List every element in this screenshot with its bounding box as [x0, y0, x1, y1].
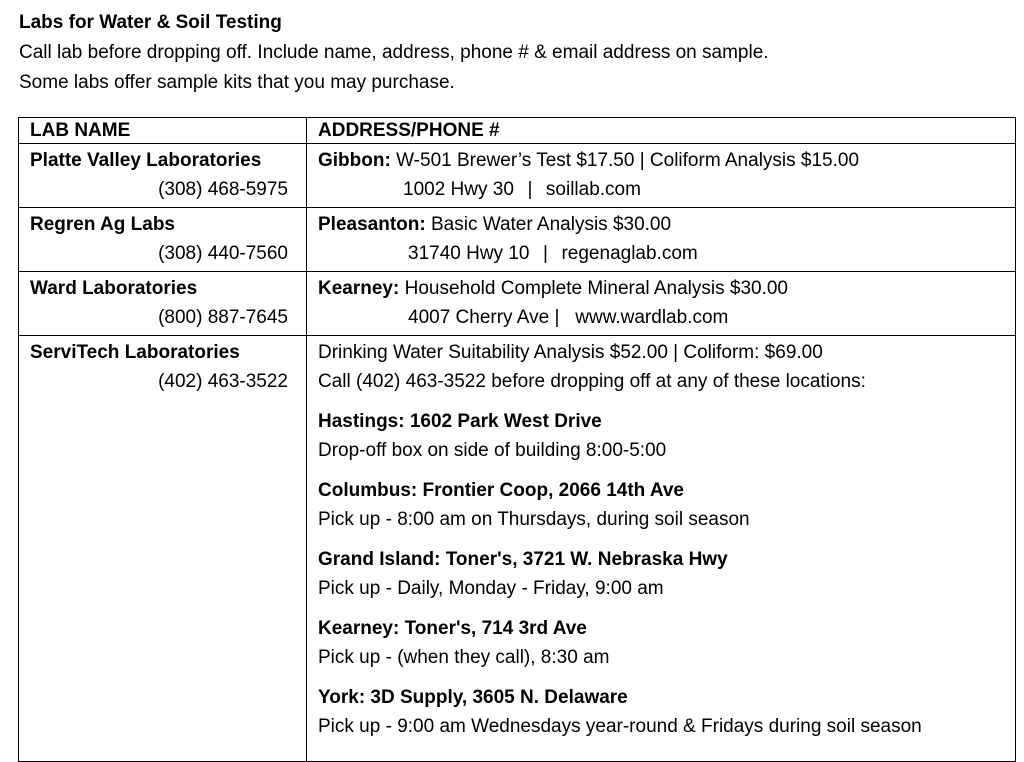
table-row — [19, 272, 1016, 336]
document-title: Labs for Water & Soil Testing — [19, 12, 282, 33]
lab-name-cell — [19, 336, 307, 762]
lab-tests: Drinking Water Suitability Analysis $52.00 | Coliform: $69.00 — [318, 342, 823, 364]
lab-tests: Household Complete Mineral Analysis $30.00 — [404, 278, 788, 300]
lab-address-cell — [307, 272, 1016, 336]
lab-website: soillab.com — [545, 179, 641, 201]
lab-name-cell — [19, 208, 307, 272]
intro-line-1: Call lab before dropping off. Include name, address, phone # & email address on sample. — [19, 42, 769, 63]
lab-name: Ward Laboratories — [30, 278, 198, 300]
labs-table — [18, 117, 1016, 762]
lab-phone: (800) 887-7645 — [158, 307, 288, 329]
location-item — [318, 476, 1005, 534]
lab-city: Pleasanton: — [318, 214, 426, 236]
lab-city: Kearney: — [318, 278, 400, 300]
location-detail: Pick up - (when they call), 8:30 am — [318, 647, 610, 669]
location-item — [318, 545, 1005, 603]
intro-block — [19, 8, 769, 98]
lab-address-cell — [307, 144, 1016, 208]
table-header-row — [19, 118, 1016, 144]
lab-address: 4007 Cherry Ave | — [408, 307, 560, 329]
lab-tests: W-501 Brewer’s Test $17.50 | Coliform Analysis $15.00 — [396, 150, 860, 172]
lab-name: Regren Ag Labs — [30, 214, 175, 236]
lab-name-cell — [19, 272, 307, 336]
location-item — [318, 407, 1005, 465]
header-address-phone: ADDRESS/PHONE # — [307, 118, 1016, 144]
location-title: Hastings: 1602 Park West Drive — [318, 411, 602, 433]
location-item — [318, 614, 1005, 672]
intro-line-2: Some labs offer sample kits that you may purchase. — [19, 72, 455, 93]
lab-website: regenaglab.com — [561, 243, 698, 265]
location-detail: Pick up - 8:00 am on Thursdays, during soil season — [318, 509, 750, 531]
location-title: Grand Island: Toner's, 3721 W. Nebraska Hwy — [318, 549, 728, 571]
call-note: Call (402) 463-3522 before dropping off at any of these locations: — [318, 371, 866, 393]
lab-website: www.wardlab.com — [575, 307, 729, 329]
table-row — [19, 208, 1016, 272]
lab-tests: Basic Water Analysis $30.00 — [430, 214, 672, 236]
lab-phone: (402) 463-3522 — [158, 371, 288, 393]
lab-address: 1002 Hwy 30 — [403, 179, 514, 201]
location-title: Columbus: Frontier Coop, 2066 14th Ave — [318, 480, 684, 502]
header-lab-name: LAB NAME — [19, 118, 307, 144]
location-title: York: 3D Supply, 3605 N. Delaware — [318, 687, 628, 709]
location-detail: Pick up - 9:00 am Wednesdays year-round & Fridays during soil season — [318, 716, 922, 738]
location-title: Kearney: Toner's, 714 3rd Ave — [318, 618, 587, 640]
lab-phone: (308) 440-7560 — [158, 243, 288, 265]
separator: | — [543, 243, 548, 265]
lab-name: Platte Valley Laboratories — [30, 150, 262, 172]
separator: | — [527, 179, 533, 201]
lab-phone: (308) 468-5975 — [158, 179, 288, 201]
location-item — [318, 683, 1005, 741]
lab-city: Gibbon: — [318, 150, 391, 172]
table-row — [19, 144, 1016, 208]
location-detail: Pick up - Daily, Monday - Friday, 9:00 am — [318, 578, 664, 600]
lab-name-cell — [19, 144, 307, 208]
lab-address: 31740 Hwy 10 — [408, 243, 530, 265]
table-row — [19, 336, 1016, 762]
location-detail: Drop-off box on side of building 8:00-5:00 — [318, 440, 667, 462]
lab-address-cell — [307, 208, 1016, 272]
lab-address-cell — [307, 336, 1016, 762]
lab-name: ServiTech Laboratories — [30, 342, 240, 364]
